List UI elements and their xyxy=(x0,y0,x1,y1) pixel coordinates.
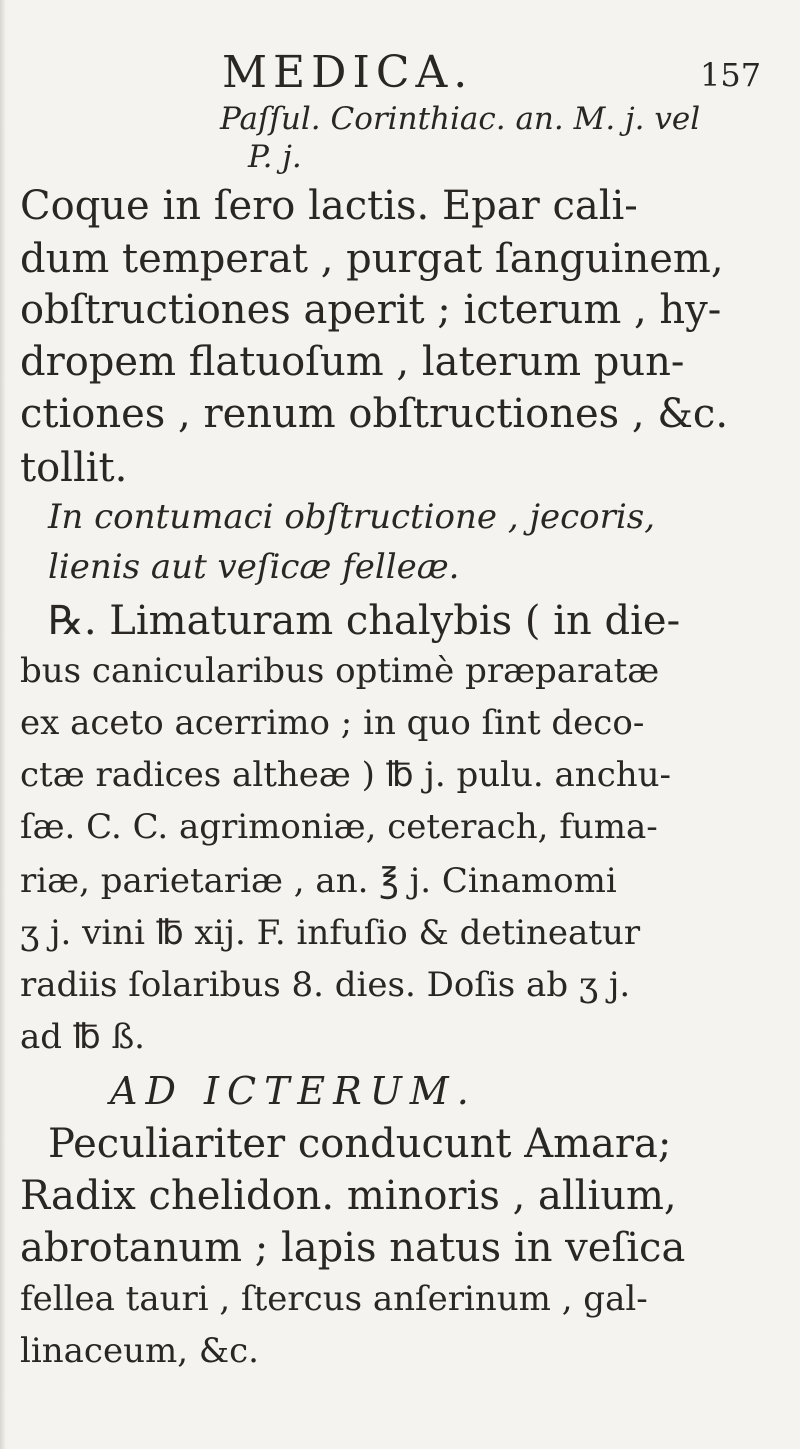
recipe-reference-line: P. j. xyxy=(248,139,302,175)
text-line: Coque in ſero lactis. Epar cali- xyxy=(20,183,638,229)
text-line: fellea tauri , ſtercus anſerinum , gal- xyxy=(20,1279,648,1319)
text-line: linaceum, &c. xyxy=(20,1331,259,1371)
section-subheading: lienis aut veſicæ felleæ. xyxy=(48,547,460,587)
text-line: ctiones , renum obſtructiones , &c. xyxy=(20,391,729,437)
text-line: obſtructiones aperit ; icterum , hy- xyxy=(20,287,722,333)
text-line: Radix chelidon. minoris , allium, xyxy=(20,1173,677,1219)
text-line: dropem flatuoſum , laterum pun- xyxy=(20,339,685,385)
text-line: abrotanum ; lapis natus in veſica xyxy=(20,1225,686,1271)
recipe-line: ctæ radices altheæ ) ℔ j. pulu. anchu- xyxy=(20,755,672,795)
recipe-line: riæ, parietariæ , an. ℥ j. Cinamomi xyxy=(20,861,617,901)
recipe-line: ex aceto acerrimo ; in quo ſint deco- xyxy=(20,703,645,743)
text-line: Peculiariter conducunt Amara; xyxy=(48,1121,672,1167)
recipe-line: ℞. Limaturam chalybis ( in die- xyxy=(48,598,681,644)
recipe-line: bus canicularibus optimè præparatæ xyxy=(20,651,660,691)
recipe-reference-line: Paſſul. Corinthiac. an. M. j. vel xyxy=(220,101,701,137)
recipe-line: ʒ j. vini ℔ xij. F. infuſio & detineatur xyxy=(20,913,641,953)
page-header xyxy=(0,48,800,98)
running-head: MEDICA. xyxy=(222,47,474,98)
recipe-line: radiis ſolaribus 8. dies. Doſis ab ʒ j. xyxy=(20,965,631,1005)
text-line: dum temperat , purgat ſanguinem, xyxy=(20,236,724,282)
page-edge-shadow xyxy=(0,0,6,1449)
page-number: 157 xyxy=(700,56,762,94)
recipe-line: ad ℔ ß. xyxy=(20,1017,145,1057)
section-subheading: In contumaci obſtructione , jecoris, xyxy=(48,497,656,537)
section-title: AD ICTERUM. xyxy=(110,1069,477,1113)
text-line: tollit. xyxy=(20,445,128,491)
recipe-line: ſæ. C. C. agrimoniæ, ceterach, fuma- xyxy=(20,807,658,847)
